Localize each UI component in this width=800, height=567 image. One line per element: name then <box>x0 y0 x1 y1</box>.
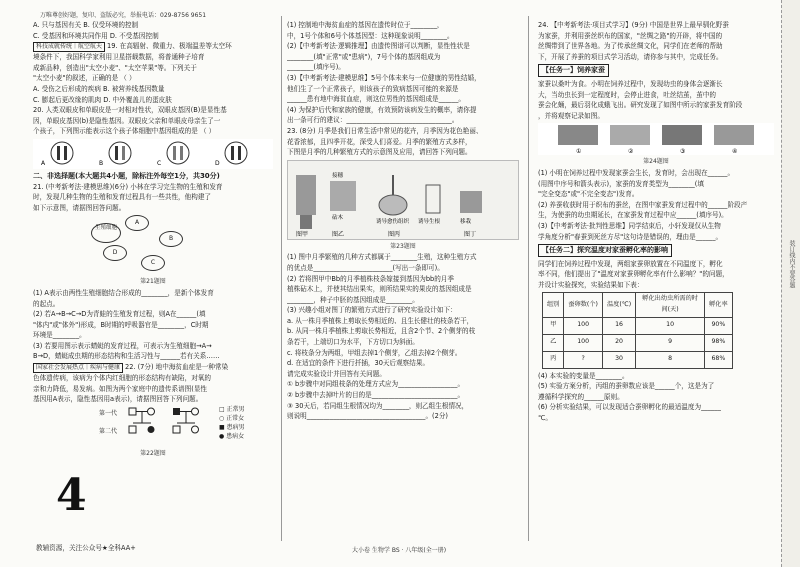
text-line: 的优点是________________________(写出一条即可)。 <box>287 263 444 272</box>
text-line: 家蚕以桑叶为食。小明在饲养过程中，发现幼虫的身体会逐渐长 <box>538 79 723 88</box>
footer-book-title: 大小卷 生物学 BS · 八年级(全一册) <box>352 547 447 554</box>
text-line: ，并将观察记录如图。 <box>538 111 604 120</box>
table-cell: 100 <box>564 334 603 351</box>
text-line: (3)【中考新考法·建模思维】5号个体未来与一位健康的男性结婚， <box>287 73 481 82</box>
svg-text:①: ① <box>576 148 582 156</box>
text-line: 大，当幼虫长到一定程度时，会停止进食，吐丝结茧，茧中的 <box>538 90 717 99</box>
q23-figure <box>287 160 519 240</box>
table-header: 孵化率 <box>705 293 733 317</box>
text-line: A. 只与基因有关 B. 仅受环境的控制 <box>33 21 139 29</box>
text-line: 基因用A表示，隐性基因用a表示)，请据图回答下列问题。 <box>33 395 203 404</box>
legend-item: □ 正常男 <box>219 405 245 413</box>
figure-caption: 第23题图 <box>390 242 416 250</box>
table-cell: 100 <box>564 317 603 334</box>
text-line: (3) 兴趣小组对图丁的繁殖方式进行了研究实验设计如下： <box>287 306 457 315</box>
table-cell: ? <box>564 351 603 368</box>
text-line: b. 从同一株月季植株上剪取长势相近，且含2个节、2个侧芽的枝 <box>287 327 476 336</box>
text-line: (3)【中考新考法·批判性思维】同学结束后，小轩发现仅从生物 <box>538 221 721 230</box>
text-line: 19. 在高辐射、微重力、极端温差等太空环 <box>107 42 232 51</box>
table-cell: 9 <box>636 334 705 351</box>
table-row <box>543 351 733 368</box>
page-header: 万唯尊创好题，复印、盗版必究，举报电话：029-8756 9651 <box>40 12 207 19</box>
column-middle <box>287 20 519 530</box>
q22-pedigree <box>33 405 273 449</box>
svg-text:④: ④ <box>732 148 738 156</box>
oval-c: C <box>141 255 165 271</box>
text-line: 的起点。 <box>33 299 60 308</box>
generation-label: 第二代 <box>99 427 118 435</box>
text-line: 植株砧木上，并使其结出果实，则所结果实的果皮的基因组成是 <box>287 285 472 294</box>
text-line: 境条件下，我国科学家利用卫星搭载数据，将普通种子培育 <box>33 53 205 62</box>
text-line: 同学们在饲养过程中发现，两组家蚕卵放置在不同温度下，孵化 <box>538 259 723 268</box>
table-cell: 98% <box>705 334 733 351</box>
binding-margin <box>781 0 800 567</box>
table-cell: 68% <box>705 351 733 368</box>
text-line: 花香浓郁，且四季开花，深受人们喜爱。月季的繁殖方式多样， <box>287 137 472 146</box>
text-line: ________，种子中胚的基因组成是________。 <box>287 295 419 304</box>
pedigree-legend <box>219 405 245 441</box>
text-line: 环境是________。 <box>33 331 86 340</box>
svg-text:图丙: 图丙 <box>388 230 401 238</box>
text-line: 因，单眼皮基因(b)是隐性基因。双眼皮父亲和单眼皮母亲生了一 <box>33 116 221 125</box>
pedigree-svg <box>125 405 215 445</box>
text-line: (2) 养蚕收获时用于织布的蚕丝，在图中家蚕发育过程中的______阶段产 <box>538 200 748 209</box>
q20-options-figure <box>33 139 273 169</box>
legend-item: ■ 患病男 <box>219 423 245 431</box>
table-row <box>543 334 733 351</box>
text-line: ③ 30天后，若同组生根情况均为________，则乙组生根情况， <box>287 401 469 410</box>
text-line: 21. (中考新考法·建模思维)(6分) 小林在学习完生物的生殖和发育 <box>33 182 223 191</box>
text-line: 蚕会化蛹，最后羽化成蛾飞出。研究发现了如图中所示的家蚕发育阶段 <box>538 101 743 110</box>
text-line: (4) 为保护后代和家族的健康，有效预防该病发生的概率，请你提 <box>287 105 477 114</box>
figure-caption: 第21题图 <box>140 278 166 286</box>
table-header: 组别 <box>543 293 564 317</box>
svg-text:②: ② <box>628 148 634 156</box>
table-header: 孵化出幼虫所需的时间(天) <box>636 293 705 317</box>
text-line: (2) 若A→B→C→D为青蛙的生殖发育过程，则A在______(填 <box>33 310 206 319</box>
experiment-table <box>542 292 733 368</box>
text-line: 下，开展了养蚕的项目式学习活动，请你参与其中，完成任务。 <box>538 52 723 61</box>
text-line: 20. 人类双眼皮和单眼皮是一对相对性状，双眼皮基因(B)是显性基 <box>33 106 227 115</box>
q19-tag: 科技成就传统｜航空航天 <box>33 42 105 52</box>
page-number-large: 4 <box>56 470 87 521</box>
text-line: ② b步骤中去掉叶片的目的是__________________________。 <box>287 391 465 400</box>
legend-item: ○ 正常女 <box>219 414 245 422</box>
text-line: (1) 控制地中海贫血症的基因在遗传时位于________， <box>287 21 444 29</box>
text-line: A. 受伤之后形成的疾病 B. 被营养线基因数量 <box>33 84 165 93</box>
table-cell: 20 <box>602 334 635 351</box>
text-line: 下图是月季的几种繁殖方式的示意图及应用，请回答下列问题。 <box>287 148 472 157</box>
column-divider <box>528 16 529 541</box>
text-line: 23. (8分) 月季是我们日常生活中常见的花卉，月季因为花色艳丽、 <box>287 126 483 135</box>
text-line: 个孩子，下列图示能表示这个孩子体细胞中基因组成的是 （ ） <box>33 127 216 136</box>
task2-label: 【任务二】探究温度对家蚕孵化率的影响 <box>538 244 672 257</box>
q21-cycle-figure <box>33 213 273 277</box>
table-cell: 90% <box>705 317 733 334</box>
table-header: 蚕卵数(个) <box>564 293 603 317</box>
table-row <box>543 317 733 334</box>
oval-d: D <box>103 245 127 261</box>
table-cell: 丙 <box>543 351 564 368</box>
text-line: ① b步骤中对同组枝条的处理方式应为__________________。 <box>287 380 465 389</box>
table-header: 温度(℃) <box>602 293 635 317</box>
text-line: 22. (7分) 地中海贫血症是一种常染 <box>125 363 229 372</box>
svg-text:图丁: 图丁 <box>464 230 477 238</box>
table-cell: 10 <box>636 317 705 334</box>
column-right <box>538 20 774 535</box>
table-cell: 30 <box>602 351 635 368</box>
text-line: 请完成实验设计并回答有关问题。 <box>287 369 386 378</box>
svg-text:接穗: 接穗 <box>332 172 344 179</box>
option-label: A <box>41 159 46 167</box>
silkworm-svg <box>538 123 774 155</box>
text-line: 学角度分析"春蚕到死丝方尽"这句诗是错误的，理由是______。 <box>538 232 723 241</box>
table-cell: 甲 <box>543 317 564 334</box>
text-line: ________(填序号)。 <box>287 63 345 72</box>
text-line: (1) 图中月季繁殖的几种方式都属于________生殖，这种生殖方式 <box>287 253 477 262</box>
text-line: 时，发现几种生物的生殖和发育过程具有一些共性，他构建了 <box>33 193 212 202</box>
text-line: (6) 分析实验结果，可以发现适合蚕卵孵化的最适温度为______ <box>538 403 721 412</box>
oval-a: A <box>125 215 149 231</box>
svg-text:诱导生根: 诱导生根 <box>418 218 441 225</box>
svg-text:图甲: 图甲 <box>296 230 309 238</box>
svg-text:③: ③ <box>680 148 686 156</box>
option-label: C <box>157 159 162 167</box>
text-line: ______患有地中海贫血症，则这位男性的基因组成是______。 <box>287 95 466 104</box>
option-label: D <box>215 159 220 167</box>
text-line: ℃。 <box>538 414 552 423</box>
text-line: (用图中序号和箭头表示)，家蚕的发育类型为________(填 <box>538 179 704 188</box>
text-line: (5) 实验方案分析，丙组的蚕卵数应该是______个，这是为了 <box>538 382 715 391</box>
generation-label: 第一代 <box>99 409 118 417</box>
text-line: (3) 若要用图示表示蜻蜓的发育过程，可表示为生殖细胞→A→ <box>33 341 212 350</box>
propagation-svg <box>288 161 518 239</box>
table-header-row <box>543 293 733 317</box>
q22-tag: 国家社会发展热点｜疾病与健康 <box>33 363 123 373</box>
text-line: d. 在适宜的条件下进行扦插，30天后观察结果。 <box>287 359 430 368</box>
text-line: 生，为使蚕的幼虫期延长，在家蚕发育过程中应______(填序号)。 <box>538 211 728 220</box>
text-line: 条若干，上端切口为水平，下方切口为斜面。 <box>287 338 419 347</box>
table-cell: 8 <box>636 351 705 368</box>
text-line: B→D，蜻蜓成虫期的形态结构和生活习性与______若有关系…… <box>33 352 220 361</box>
text-line: (2) 若将图甲中Bb的月季植株枝条嫁接到基因为bb的月季 <box>287 274 454 283</box>
text-line: 出一条可行的建议：________________________________。 <box>287 116 459 125</box>
text-line: (1) A表示由两性生殖细胞结合形成的________，是新个体发育 <box>33 288 214 297</box>
text-line: 色体遗传病，该病为个体内红细胞的形态结构有缺陷，对氧的 <box>33 374 212 383</box>
text-line: 率不同，他们提出了"温度对家蚕卵孵化率有什么影响？"的问题， <box>538 270 729 279</box>
text-line: "太空小麦"的叙述，正确的是 （ ） <box>33 74 136 83</box>
figure-caption: 第22题图 <box>140 449 166 457</box>
task1-label: 【任务一】饲养家蚕 <box>538 64 609 77</box>
text-line: (4) 本实验的变量是________。 <box>538 371 629 380</box>
text-line: (1) 小明在饲养过程中发现家蚕会生长，发育时，会出现在______。 <box>538 168 735 177</box>
svg-text:图乙: 图乙 <box>332 230 345 238</box>
section-heading: 二、非选择题(本大题共4小题，除标注外每空1分，共30分) <box>33 171 220 180</box>
text-line: 成新品种，创造出"太空小麦"、"太空苹果"等。下列关于 <box>33 63 197 72</box>
option-label: B <box>99 159 104 167</box>
text-line: "体内"或"体外")形成，B时期的呼吸器官是________，C时期 <box>33 320 209 329</box>
text-line: c. 将枝条分为两组，甲组去掉1个侧芽，乙组去掉2个侧芽。 <box>287 348 462 357</box>
footer-promo: 教辅资源，关注公众号★全科AA+ <box>36 544 136 552</box>
legend-item: ● 患病女 <box>219 432 245 440</box>
svg-text:诱导愈伤组织: 诱导愈伤组织 <box>376 218 410 225</box>
text-line: 中，1号个体和6号个体基因型：这种现象说明________。 <box>287 31 454 40</box>
text-line: 如下示意图，请据图回答问题。 <box>33 203 126 212</box>
binding-label: 装订线内不要答题 <box>788 240 795 288</box>
oval-b: B <box>159 231 183 247</box>
silkworm-stages-figure <box>538 123 774 155</box>
text-line: "完全变态"或"不完全变态")发育。 <box>538 190 639 199</box>
text-line: ________(填"正常"或"患病")，7号个体的基因组成为 <box>287 52 441 61</box>
text-line: (2)【中考新考法·逻辑推理】由遗传图谱可以判断，显性性状是 <box>287 42 470 51</box>
table-cell: 乙 <box>543 334 564 351</box>
text-line: 为家蚕，并利用蚕丝织布的国家，"丝绸之路"的开辟，将中国的 <box>538 31 723 40</box>
text-line: 24. 【中考新考法·项目式学习】(9分) 中国是世界上最早驯化野蚕 <box>538 21 729 29</box>
oval-germ-cell: 生殖细胞 <box>91 223 121 243</box>
column-divider <box>281 16 282 541</box>
text-line: a. 从一株月季植株上剪取长势相近的、且生长健壮的枝条若干， <box>287 316 474 325</box>
text-line: 亲和力降低，易发病。如图为两个家庭中的遗传系谱图(显性 <box>33 384 208 393</box>
text-line: 丝绸带到了世界各地。为了传承丝绸文化，同学们在老师的帮助 <box>538 42 723 51</box>
text-line: C. 膨起后更改缘的肌肉 D. 中外覆盖儿的蛋皮肤 <box>33 95 172 104</box>
svg-text:移栽: 移栽 <box>460 218 472 225</box>
text-line: C. 受基因和环境共同作用 D. 不受基因控制 <box>33 31 159 40</box>
text-line: 他们生了一个正常孩子，则该孩子的致病基因可能的来源是 <box>287 84 459 93</box>
chromosome-options-svg <box>33 139 263 169</box>
text-line: 并设计实验探究，实验结果如下表： <box>538 280 644 289</box>
column-left <box>33 20 273 535</box>
table-cell: 16 <box>602 317 635 334</box>
text-line: 则说明____________________________________。(2分) <box>287 412 448 421</box>
text-line: 遵循科学探究的______原则。 <box>538 392 624 401</box>
svg-text:砧木: 砧木 <box>332 214 344 221</box>
figure-caption: 第24题图 <box>643 158 669 166</box>
